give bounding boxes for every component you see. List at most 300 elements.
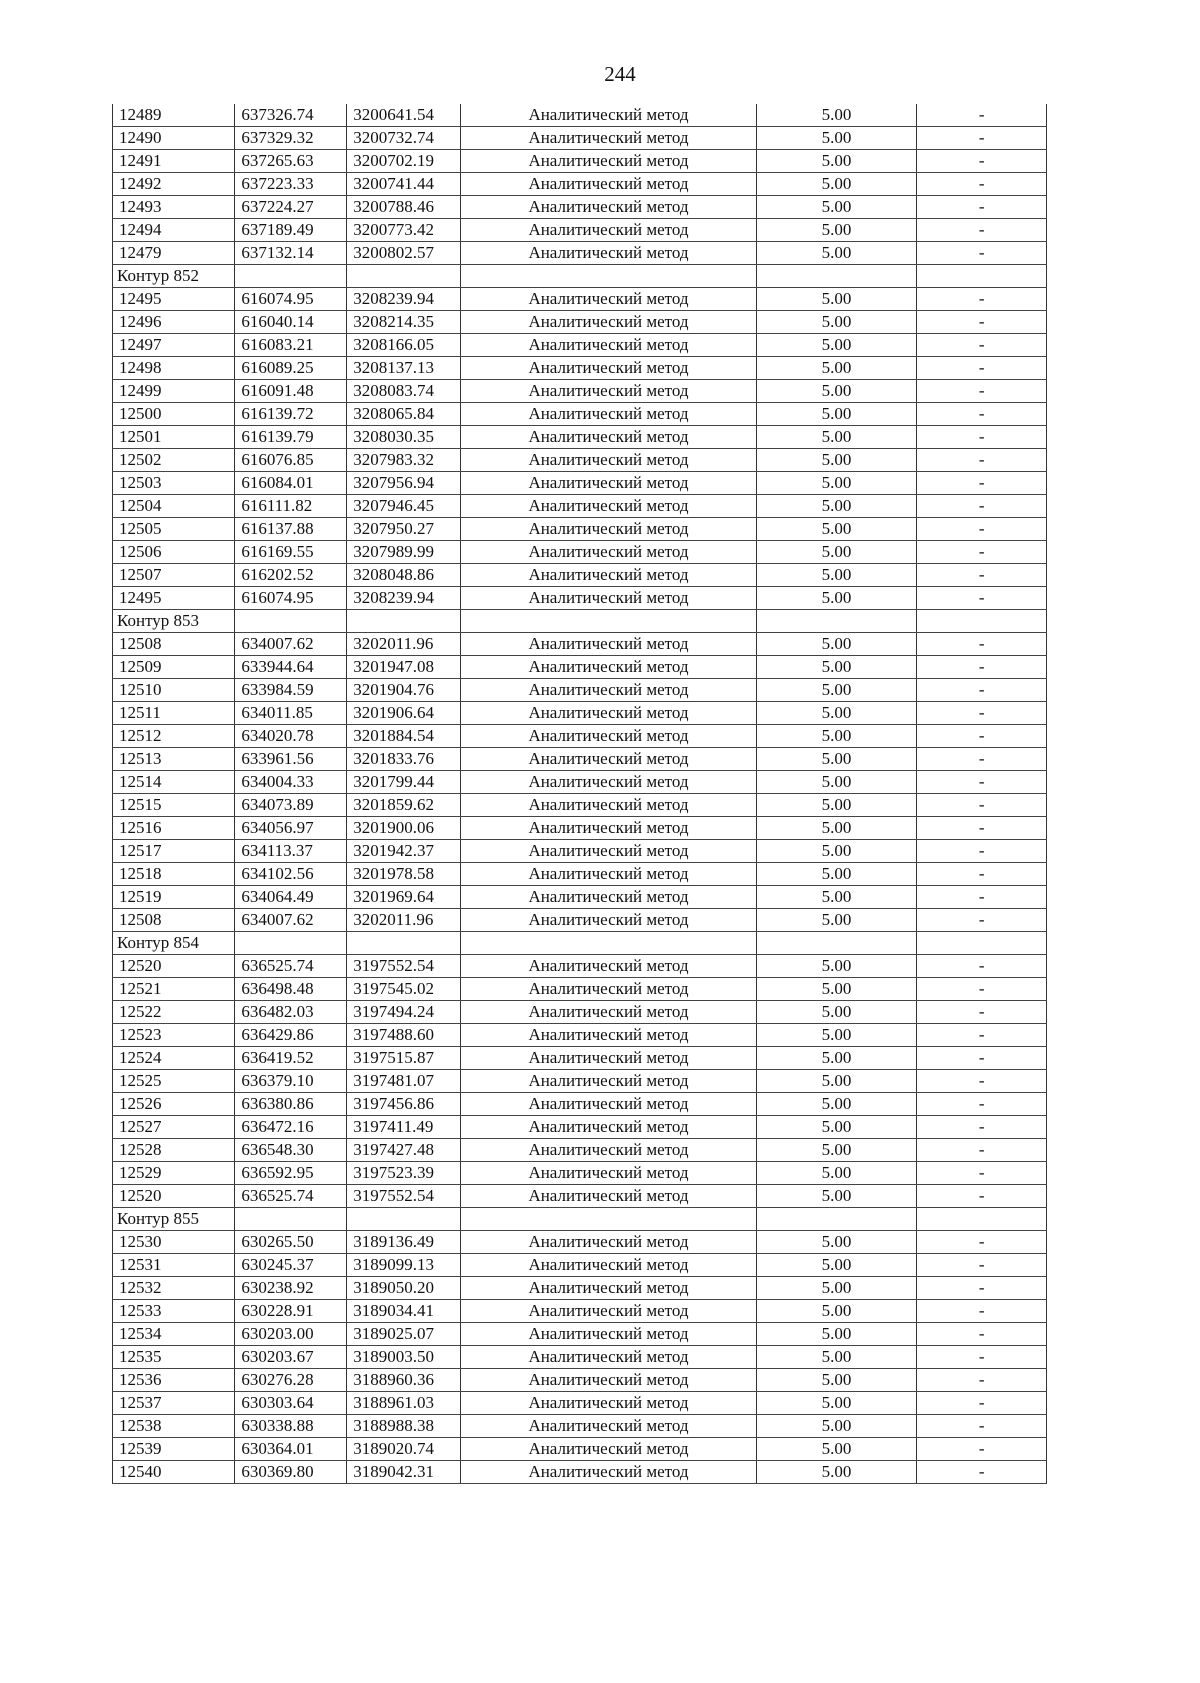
method-cell: Аналитический метод (461, 173, 756, 196)
accuracy-cell: 5.00 (756, 1415, 917, 1438)
method-cell: Аналитический метод (461, 334, 756, 357)
y-coordinate-cell: 3208239.94 (347, 587, 461, 610)
note-cell: - (917, 1254, 1047, 1277)
table-row (113, 150, 1047, 173)
method-cell: Аналитический метод (461, 127, 756, 150)
point-number-cell: 12517 (113, 840, 235, 863)
method-cell: Аналитический метод (461, 1116, 756, 1139)
y-coordinate-cell: 3207950.27 (347, 518, 461, 541)
empty-cell (461, 610, 756, 633)
point-number-cell: 12500 (113, 403, 235, 426)
y-coordinate-cell: 3197456.86 (347, 1093, 461, 1116)
x-coordinate-cell: 636525.74 (235, 955, 347, 978)
accuracy-cell: 5.00 (756, 1323, 917, 1346)
y-coordinate-cell: 3197488.60 (347, 1024, 461, 1047)
table-row (113, 1231, 1047, 1254)
y-coordinate-cell: 3208048.86 (347, 564, 461, 587)
accuracy-cell: 5.00 (756, 656, 917, 679)
table-row (113, 1392, 1047, 1415)
table-row (113, 909, 1047, 932)
method-cell: Аналитический метод (461, 219, 756, 242)
table-row (113, 426, 1047, 449)
x-coordinate-cell: 636380.86 (235, 1093, 347, 1116)
x-coordinate-cell: 634113.37 (235, 840, 347, 863)
point-number-cell: 12508 (113, 633, 235, 656)
empty-cell (461, 932, 756, 955)
method-cell: Аналитический метод (461, 242, 756, 265)
note-cell: - (917, 472, 1047, 495)
accuracy-cell: 5.00 (756, 311, 917, 334)
accuracy-cell: 5.00 (756, 748, 917, 771)
table-row (113, 357, 1047, 380)
x-coordinate-cell: 630203.00 (235, 1323, 347, 1346)
point-number-cell: 12503 (113, 472, 235, 495)
contour-label: Контур 853 (113, 610, 235, 633)
contour-header-row (113, 932, 1047, 955)
method-cell: Аналитический метод (461, 955, 756, 978)
point-number-cell: 12525 (113, 1070, 235, 1093)
empty-cell (917, 1208, 1047, 1231)
method-cell: Аналитический метод (461, 426, 756, 449)
method-cell: Аналитический метод (461, 1392, 756, 1415)
table-row (113, 288, 1047, 311)
y-coordinate-cell: 3201969.64 (347, 886, 461, 909)
accuracy-cell: 5.00 (756, 725, 917, 748)
method-cell: Аналитический метод (461, 978, 756, 1001)
y-coordinate-cell: 3188961.03 (347, 1392, 461, 1415)
accuracy-cell: 5.00 (756, 219, 917, 242)
table-row (113, 1254, 1047, 1277)
point-number-cell: 12527 (113, 1116, 235, 1139)
note-cell: - (917, 334, 1047, 357)
table-row (113, 587, 1047, 610)
table-row (113, 840, 1047, 863)
contour-label: Контур 854 (113, 932, 235, 955)
note-cell: - (917, 1277, 1047, 1300)
x-coordinate-cell: 630303.64 (235, 1392, 347, 1415)
x-coordinate-cell: 633961.56 (235, 748, 347, 771)
accuracy-cell: 5.00 (756, 1001, 917, 1024)
note-cell: - (917, 196, 1047, 219)
empty-cell (347, 265, 461, 288)
y-coordinate-cell: 3200641.54 (347, 104, 461, 127)
x-coordinate-cell: 637326.74 (235, 104, 347, 127)
note-cell: - (917, 564, 1047, 587)
x-coordinate-cell: 616091.48 (235, 380, 347, 403)
x-coordinate-cell: 616084.01 (235, 472, 347, 495)
x-coordinate-cell: 616089.25 (235, 357, 347, 380)
accuracy-cell: 5.00 (756, 587, 917, 610)
accuracy-cell: 5.00 (756, 1093, 917, 1116)
y-coordinate-cell: 3207989.99 (347, 541, 461, 564)
table-row (113, 886, 1047, 909)
y-coordinate-cell: 3207956.94 (347, 472, 461, 495)
method-cell: Аналитический метод (461, 564, 756, 587)
method-cell: Аналитический метод (461, 1369, 756, 1392)
table-row (113, 748, 1047, 771)
table-row (113, 1415, 1047, 1438)
method-cell: Аналитический метод (461, 104, 756, 127)
method-cell: Аналитический метод (461, 679, 756, 702)
point-number-cell: 12495 (113, 587, 235, 610)
x-coordinate-cell: 630203.67 (235, 1346, 347, 1369)
note-cell: - (917, 426, 1047, 449)
method-cell: Аналитический метод (461, 1231, 756, 1254)
point-number-cell: 12495 (113, 288, 235, 311)
table-row (113, 1162, 1047, 1185)
point-number-cell: 12501 (113, 426, 235, 449)
point-number-cell: 12491 (113, 150, 235, 173)
accuracy-cell: 5.00 (756, 863, 917, 886)
point-number-cell: 12513 (113, 748, 235, 771)
x-coordinate-cell: 636592.95 (235, 1162, 347, 1185)
y-coordinate-cell: 3201904.76 (347, 679, 461, 702)
method-cell: Аналитический метод (461, 794, 756, 817)
x-coordinate-cell: 630364.01 (235, 1438, 347, 1461)
x-coordinate-cell: 634004.33 (235, 771, 347, 794)
empty-cell (756, 610, 917, 633)
note-cell: - (917, 1323, 1047, 1346)
table-row (113, 633, 1047, 656)
table-row (113, 1438, 1047, 1461)
accuracy-cell: 5.00 (756, 242, 917, 265)
table-row (113, 1070, 1047, 1093)
note-cell: - (917, 1346, 1047, 1369)
table-row (113, 1369, 1047, 1392)
note-cell: - (917, 1392, 1047, 1415)
note-cell: - (917, 357, 1047, 380)
x-coordinate-cell: 636482.03 (235, 1001, 347, 1024)
x-coordinate-cell: 634073.89 (235, 794, 347, 817)
point-number-cell: 12535 (113, 1346, 235, 1369)
accuracy-cell: 5.00 (756, 380, 917, 403)
x-coordinate-cell: 637189.49 (235, 219, 347, 242)
x-coordinate-cell: 637223.33 (235, 173, 347, 196)
table-row (113, 127, 1047, 150)
method-cell: Аналитический метод (461, 1254, 756, 1277)
table-row (113, 863, 1047, 886)
x-coordinate-cell: 633984.59 (235, 679, 347, 702)
empty-cell (917, 265, 1047, 288)
point-number-cell: 12490 (113, 127, 235, 150)
point-number-cell: 12493 (113, 196, 235, 219)
method-cell: Аналитический метод (461, 1438, 756, 1461)
note-cell: - (917, 1461, 1047, 1484)
method-cell: Аналитический метод (461, 1001, 756, 1024)
point-number-cell: 12515 (113, 794, 235, 817)
point-number-cell: 12506 (113, 541, 235, 564)
table-row (113, 219, 1047, 242)
x-coordinate-cell: 634011.85 (235, 702, 347, 725)
point-number-cell: 12479 (113, 242, 235, 265)
x-coordinate-cell: 636429.86 (235, 1024, 347, 1047)
table-row (113, 1001, 1047, 1024)
note-cell: - (917, 150, 1047, 173)
empty-cell (461, 265, 756, 288)
y-coordinate-cell: 3197427.48 (347, 1139, 461, 1162)
note-cell: - (917, 1185, 1047, 1208)
y-coordinate-cell: 3201833.76 (347, 748, 461, 771)
y-coordinate-cell: 3208083.74 (347, 380, 461, 403)
note-cell: - (917, 1047, 1047, 1070)
accuracy-cell: 5.00 (756, 104, 917, 127)
table-row (113, 472, 1047, 495)
note-cell: - (917, 1415, 1047, 1438)
y-coordinate-cell: 3188960.36 (347, 1369, 461, 1392)
coordinates-table (112, 104, 1047, 1484)
x-coordinate-cell: 636548.30 (235, 1139, 347, 1162)
accuracy-cell: 5.00 (756, 518, 917, 541)
accuracy-cell: 5.00 (756, 633, 917, 656)
accuracy-cell: 5.00 (756, 978, 917, 1001)
method-cell: Аналитический метод (461, 702, 756, 725)
note-cell: - (917, 1024, 1047, 1047)
point-number-cell: 12520 (113, 1185, 235, 1208)
point-number-cell: 12518 (113, 863, 235, 886)
accuracy-cell: 5.00 (756, 702, 917, 725)
y-coordinate-cell: 3197481.07 (347, 1070, 461, 1093)
accuracy-cell: 5.00 (756, 1231, 917, 1254)
y-coordinate-cell: 3201906.64 (347, 702, 461, 725)
x-coordinate-cell: 633944.64 (235, 656, 347, 679)
y-coordinate-cell: 3189025.07 (347, 1323, 461, 1346)
y-coordinate-cell: 3189034.41 (347, 1300, 461, 1323)
x-coordinate-cell: 616169.55 (235, 541, 347, 564)
point-number-cell: 12514 (113, 771, 235, 794)
y-coordinate-cell: 3197552.54 (347, 1185, 461, 1208)
accuracy-cell: 5.00 (756, 1047, 917, 1070)
accuracy-cell: 5.00 (756, 1277, 917, 1300)
point-number-cell: 12534 (113, 1323, 235, 1346)
empty-cell (917, 932, 1047, 955)
point-number-cell: 12494 (113, 219, 235, 242)
empty-cell (347, 1208, 461, 1231)
accuracy-cell: 5.00 (756, 196, 917, 219)
point-number-cell: 12502 (113, 449, 235, 472)
point-number-cell: 12532 (113, 1277, 235, 1300)
table-row (113, 817, 1047, 840)
method-cell: Аналитический метод (461, 1277, 756, 1300)
x-coordinate-cell: 616074.95 (235, 587, 347, 610)
note-cell: - (917, 702, 1047, 725)
method-cell: Аналитический метод (461, 725, 756, 748)
x-coordinate-cell: 634020.78 (235, 725, 347, 748)
method-cell: Аналитический метод (461, 311, 756, 334)
x-coordinate-cell: 637329.32 (235, 127, 347, 150)
table-row (113, 495, 1047, 518)
accuracy-cell: 5.00 (756, 564, 917, 587)
empty-cell (235, 265, 347, 288)
table-row (113, 196, 1047, 219)
x-coordinate-cell: 630265.50 (235, 1231, 347, 1254)
point-number-cell: 12530 (113, 1231, 235, 1254)
note-cell: - (917, 1231, 1047, 1254)
x-coordinate-cell: 636498.48 (235, 978, 347, 1001)
x-coordinate-cell: 616040.14 (235, 311, 347, 334)
accuracy-cell: 5.00 (756, 955, 917, 978)
note-cell: - (917, 633, 1047, 656)
y-coordinate-cell: 3202011.96 (347, 633, 461, 656)
point-number-cell: 12492 (113, 173, 235, 196)
method-cell: Аналитический метод (461, 449, 756, 472)
method-cell: Аналитический метод (461, 403, 756, 426)
note-cell: - (917, 817, 1047, 840)
method-cell: Аналитический метод (461, 380, 756, 403)
table-row (113, 449, 1047, 472)
point-number-cell: 12523 (113, 1024, 235, 1047)
x-coordinate-cell: 637224.27 (235, 196, 347, 219)
y-coordinate-cell: 3201884.54 (347, 725, 461, 748)
note-cell: - (917, 403, 1047, 426)
x-coordinate-cell: 616202.52 (235, 564, 347, 587)
table-row (113, 978, 1047, 1001)
accuracy-cell: 5.00 (756, 150, 917, 173)
accuracy-cell: 5.00 (756, 1369, 917, 1392)
point-number-cell: 12499 (113, 380, 235, 403)
y-coordinate-cell: 3189003.50 (347, 1346, 461, 1369)
accuracy-cell: 5.00 (756, 1300, 917, 1323)
point-number-cell: 12533 (113, 1300, 235, 1323)
y-coordinate-cell: 3197411.49 (347, 1116, 461, 1139)
y-coordinate-cell: 3189050.20 (347, 1277, 461, 1300)
point-number-cell: 12510 (113, 679, 235, 702)
accuracy-cell: 5.00 (756, 426, 917, 449)
method-cell: Аналитический метод (461, 495, 756, 518)
accuracy-cell: 5.00 (756, 127, 917, 150)
method-cell: Аналитический метод (461, 1070, 756, 1093)
page-number: 244 (604, 62, 636, 86)
x-coordinate-cell: 616137.88 (235, 518, 347, 541)
y-coordinate-cell: 3208065.84 (347, 403, 461, 426)
method-cell: Аналитический метод (461, 1323, 756, 1346)
point-number-cell: 12489 (113, 104, 235, 127)
y-coordinate-cell: 3200788.46 (347, 196, 461, 219)
y-coordinate-cell: 3189099.13 (347, 1254, 461, 1277)
method-cell: Аналитический метод (461, 1139, 756, 1162)
accuracy-cell: 5.00 (756, 1116, 917, 1139)
x-coordinate-cell: 634102.56 (235, 863, 347, 886)
accuracy-cell: 5.00 (756, 403, 917, 426)
note-cell: - (917, 863, 1047, 886)
y-coordinate-cell: 3189020.74 (347, 1438, 461, 1461)
point-number-cell: 12531 (113, 1254, 235, 1277)
y-coordinate-cell: 3200802.57 (347, 242, 461, 265)
empty-cell (235, 1208, 347, 1231)
point-number-cell: 12529 (113, 1162, 235, 1185)
note-cell: - (917, 541, 1047, 564)
contour-label: Контур 855 (113, 1208, 235, 1231)
method-cell: Аналитический метод (461, 1047, 756, 1070)
x-coordinate-cell: 630245.37 (235, 1254, 347, 1277)
accuracy-cell: 5.00 (756, 1162, 917, 1185)
method-cell: Аналитический метод (461, 472, 756, 495)
note-cell: - (917, 955, 1047, 978)
x-coordinate-cell: 630338.88 (235, 1415, 347, 1438)
method-cell: Аналитический метод (461, 1346, 756, 1369)
note-cell: - (917, 1300, 1047, 1323)
note-cell: - (917, 725, 1047, 748)
note-cell: - (917, 1438, 1047, 1461)
y-coordinate-cell: 3208239.94 (347, 288, 461, 311)
x-coordinate-cell: 616074.95 (235, 288, 347, 311)
point-number-cell: 12521 (113, 978, 235, 1001)
accuracy-cell: 5.00 (756, 334, 917, 357)
table-row (113, 1139, 1047, 1162)
accuracy-cell: 5.00 (756, 1070, 917, 1093)
accuracy-cell: 5.00 (756, 679, 917, 702)
x-coordinate-cell: 636419.52 (235, 1047, 347, 1070)
accuracy-cell: 5.00 (756, 817, 917, 840)
empty-cell (461, 1208, 756, 1231)
note-cell: - (917, 656, 1047, 679)
accuracy-cell: 5.00 (756, 1392, 917, 1415)
note-cell: - (917, 311, 1047, 334)
table-row (113, 771, 1047, 794)
point-number-cell: 12522 (113, 1001, 235, 1024)
note-cell: - (917, 219, 1047, 242)
method-cell: Аналитический метод (461, 863, 756, 886)
method-cell: Аналитический метод (461, 150, 756, 173)
y-coordinate-cell: 3197494.24 (347, 1001, 461, 1024)
y-coordinate-cell: 3200773.42 (347, 219, 461, 242)
method-cell: Аналитический метод (461, 656, 756, 679)
method-cell: Аналитический метод (461, 1185, 756, 1208)
note-cell: - (917, 173, 1047, 196)
note-cell: - (917, 978, 1047, 1001)
x-coordinate-cell: 630238.92 (235, 1277, 347, 1300)
note-cell: - (917, 288, 1047, 311)
method-cell: Аналитический метод (461, 771, 756, 794)
empty-cell (235, 932, 347, 955)
y-coordinate-cell: 3201799.44 (347, 771, 461, 794)
method-cell: Аналитический метод (461, 886, 756, 909)
x-coordinate-cell: 637132.14 (235, 242, 347, 265)
table-row (113, 242, 1047, 265)
note-cell: - (917, 587, 1047, 610)
y-coordinate-cell: 3208030.35 (347, 426, 461, 449)
table-row (113, 403, 1047, 426)
note-cell: - (917, 104, 1047, 127)
table-row (113, 1346, 1047, 1369)
point-number-cell: 12528 (113, 1139, 235, 1162)
note-cell: - (917, 1116, 1047, 1139)
method-cell: Аналитический метод (461, 1162, 756, 1185)
x-coordinate-cell: 630276.28 (235, 1369, 347, 1392)
empty-cell (347, 932, 461, 955)
y-coordinate-cell: 3200732.74 (347, 127, 461, 150)
x-coordinate-cell: 636525.74 (235, 1185, 347, 1208)
method-cell: Аналитический метод (461, 357, 756, 380)
accuracy-cell: 5.00 (756, 495, 917, 518)
x-coordinate-cell: 616139.79 (235, 426, 347, 449)
method-cell: Аналитический метод (461, 587, 756, 610)
note-cell: - (917, 1162, 1047, 1185)
y-coordinate-cell: 3201942.37 (347, 840, 461, 863)
note-cell: - (917, 1001, 1047, 1024)
point-number-cell: 12496 (113, 311, 235, 334)
x-coordinate-cell: 634007.62 (235, 909, 347, 932)
table-row (113, 1185, 1047, 1208)
accuracy-cell: 5.00 (756, 1139, 917, 1162)
x-coordinate-cell: 637265.63 (235, 150, 347, 173)
table-row (113, 1116, 1047, 1139)
table-row (113, 1300, 1047, 1323)
table-row (113, 104, 1047, 127)
point-number-cell: 12526 (113, 1093, 235, 1116)
x-coordinate-cell: 616076.85 (235, 449, 347, 472)
table-row (113, 656, 1047, 679)
x-coordinate-cell: 634007.62 (235, 633, 347, 656)
